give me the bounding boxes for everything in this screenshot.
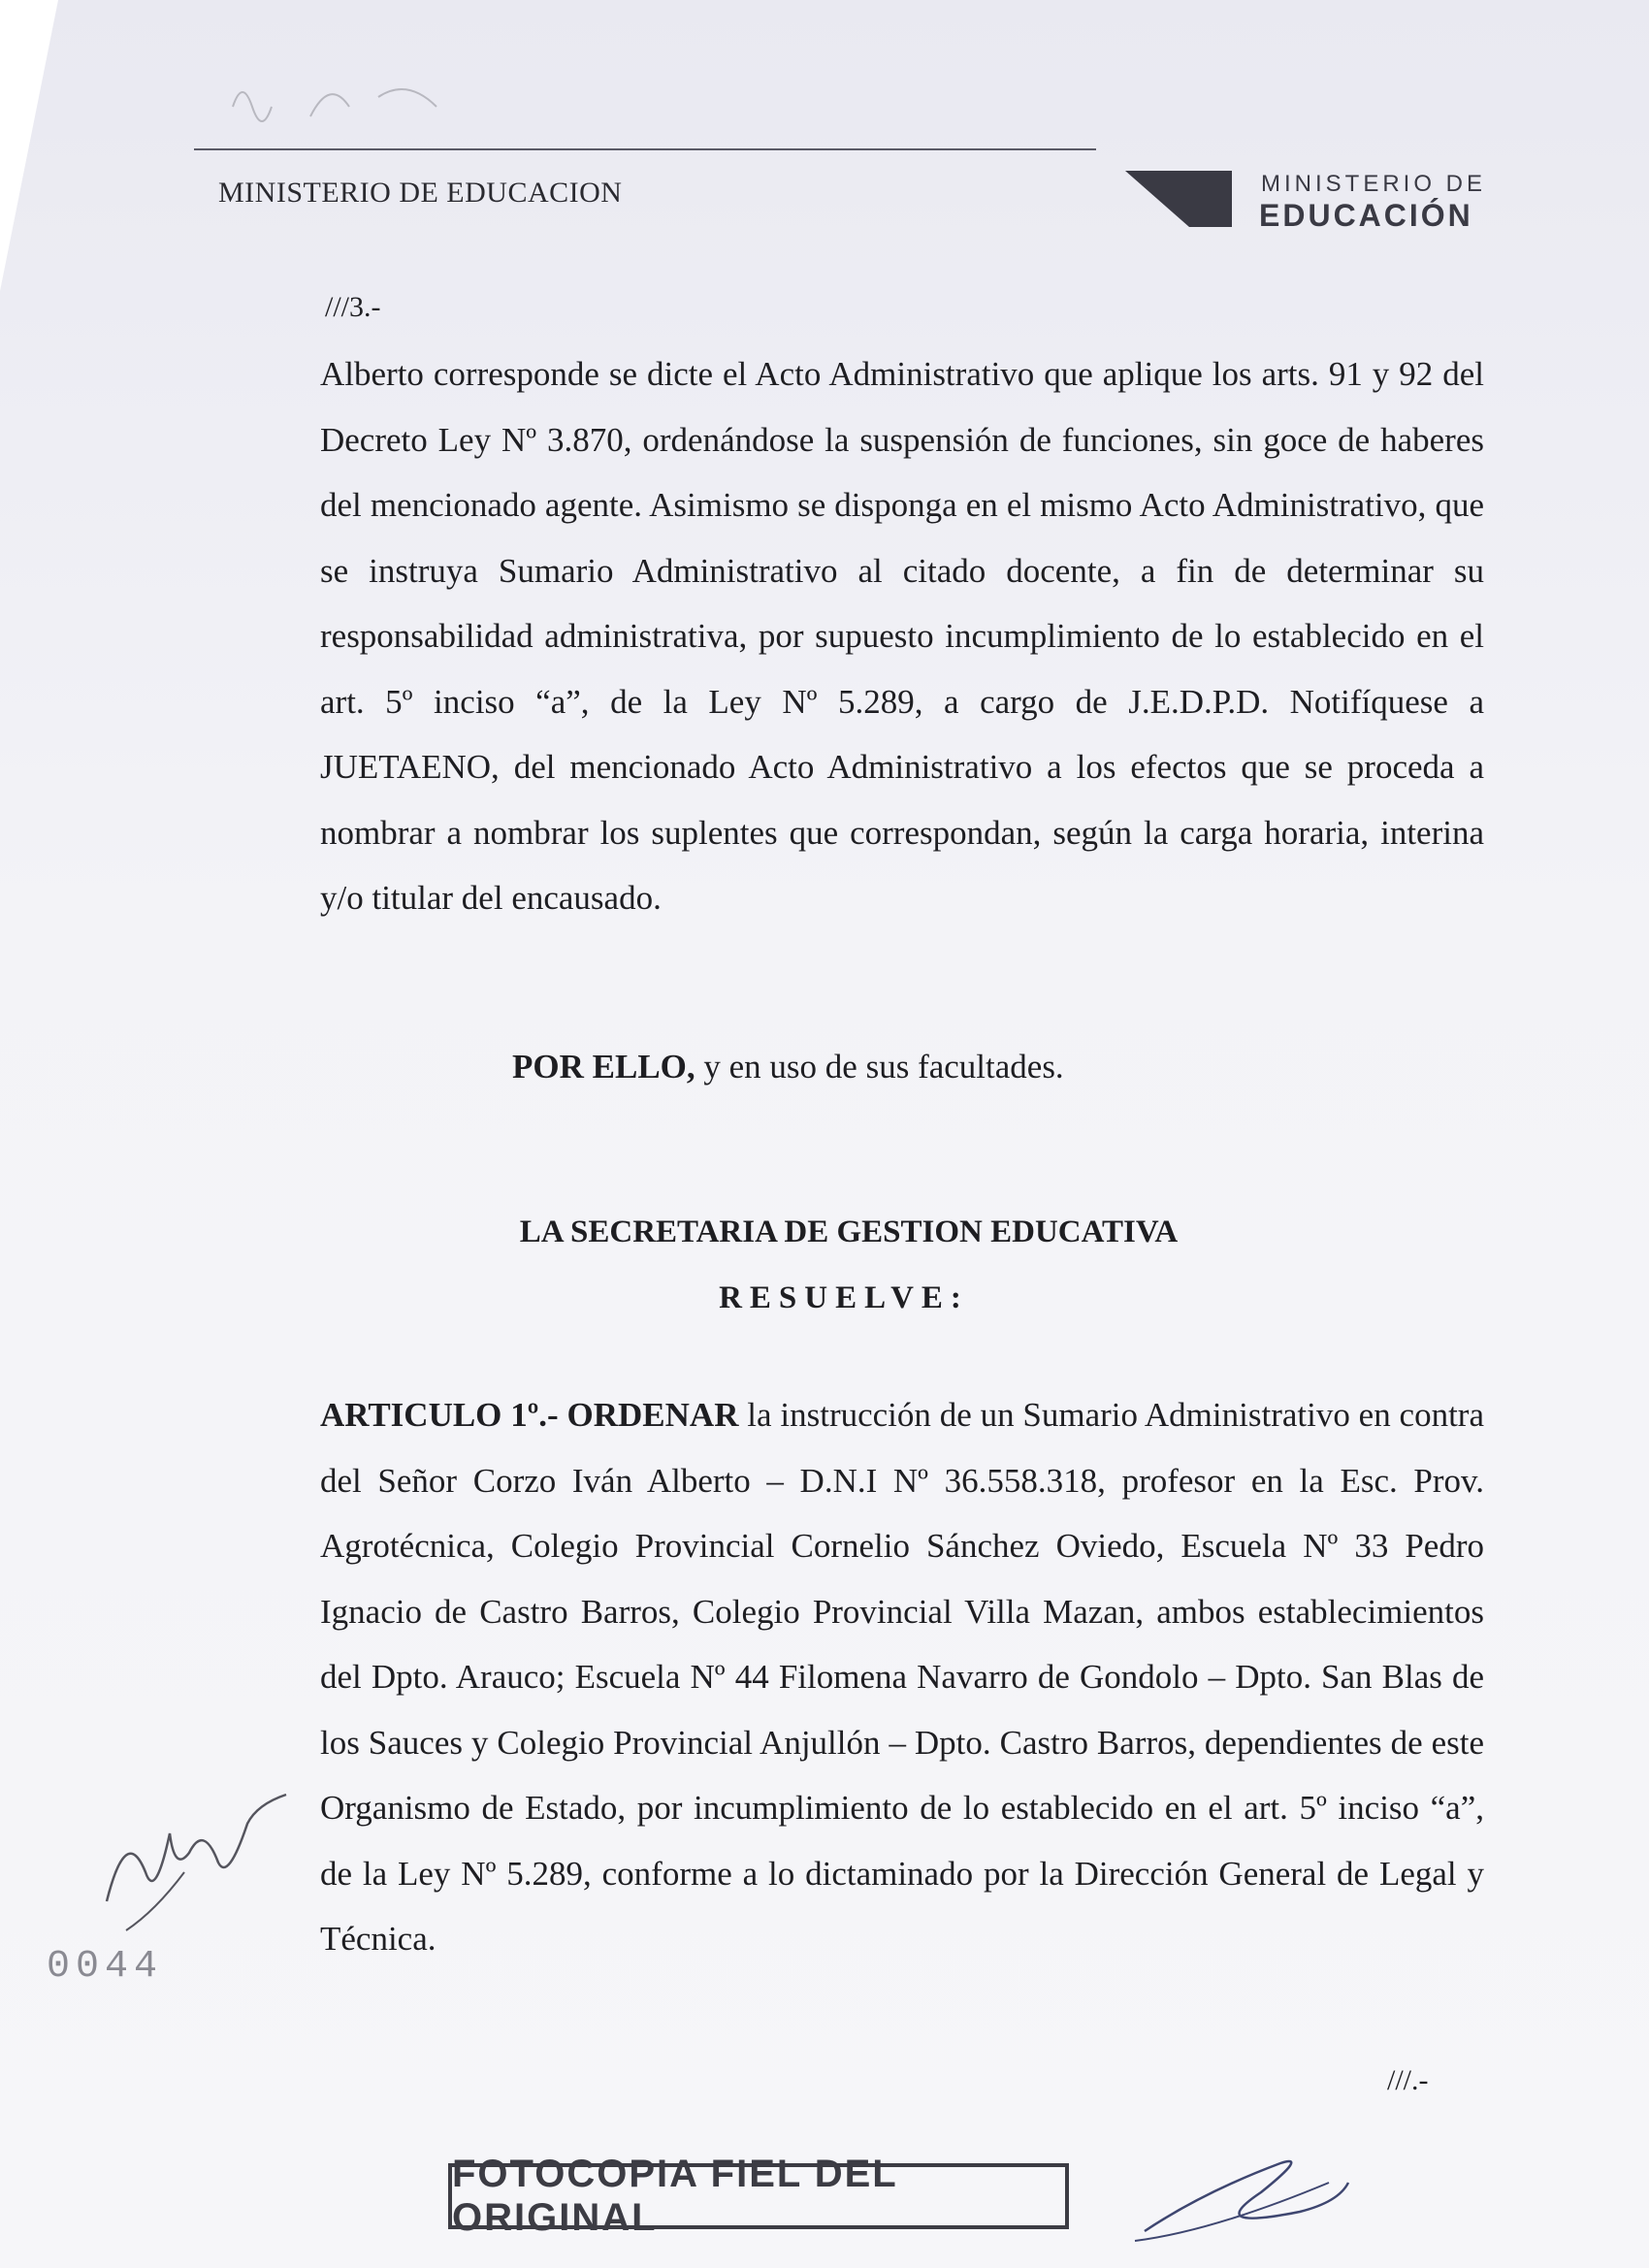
handwritten-scribble <box>223 58 475 136</box>
page-reference: ///3.- <box>325 291 381 323</box>
logo-text-line1: MINISTERIO DE <box>1261 171 1487 197</box>
handwritten-signature-icon <box>1125 2144 1358 2251</box>
por-ello-rest: y en uso de sus facultades. <box>695 1048 1064 1085</box>
paragraph-considerando: Alberto corresponde se dicte el Acto Administrativo que aplique los arts. 91 y 92 del Decreto Ley Nº 3.870, ordenándose la suspensión de funciones, sin goce de haberes del mencionado agente. Asimismo se disponga en el mismo Acto Administrativo, que se instruya Sumario Administrativo al citado docente, a fin de determinar su responsabilidad administrativa, por supuesto incumplimiento de lo establecido en el art. 5º inciso “a”, de la Ley Nº 5.289, a cargo de J.E.D.P.D. Notifíquese a JUETAENO, del mencionado Acto Administrativo a los efectos que se proceda a nombrar a nombrar los suplentes que correspondan, según la carga horaria, interina y/o titular del encausado. <box>320 355 1484 917</box>
handwritten-signature-icon <box>87 1785 301 1940</box>
logo-mark-icon <box>1125 171 1232 227</box>
ministry-logo <box>1125 167 1533 235</box>
articulo-1-heading: ARTICULO 1º.- ORDENAR <box>320 1396 739 1434</box>
issuing-authority: LA SECRETARIA DE GESTION EDUCATIVA <box>519 1215 1179 1249</box>
ministry-header: MINISTERIO DE EDUCACION <box>218 177 623 209</box>
certified-copy-stamp: FOTOCOPIA FIEL DEL ORIGINAL <box>448 2163 1069 2229</box>
por-ello-bold: POR ELLO, <box>512 1048 695 1085</box>
folded-corner <box>0 0 58 291</box>
folio-number: 0044 <box>47 1945 164 1989</box>
logo-text-line2: EDUCACIÓN <box>1259 198 1473 233</box>
resuelve-heading: RESUELVE: <box>719 1280 969 1315</box>
page-continuation: ///.- <box>1387 2064 1429 2096</box>
articulo-1 <box>320 1382 1484 1972</box>
por-ello-line <box>512 1048 1064 1086</box>
header-rule <box>194 148 1096 150</box>
articulo-1-text: la instrucción de un Sumario Administrativo en contra del Señor Corzo Iván Alberto – D.N.I Nº 36.558.318, profesor en la Esc. Prov. Agrotécnica, Colegio Provincial Cornelio Sánchez Oviedo, Escuela Nº 33 Pedro Ignacio de Castro Barros, Colegio Provincial Villa Mazan, ambos establecimientos del Dpto. Arauco; Escuela Nº 44 Filomena Navarro de Gondolo – Dpto. San Blas de los Sauces y Colegio Provincial Anjullón – Dpto. Castro Barros, dependientes de este Organismo de Estado, por incumplimiento de lo establecido en el art. 5º inciso “a”, de la Ley Nº 5.289, conforme a lo dictaminado por la Dirección General de Legal y Técnica. <box>320 1396 1484 1958</box>
